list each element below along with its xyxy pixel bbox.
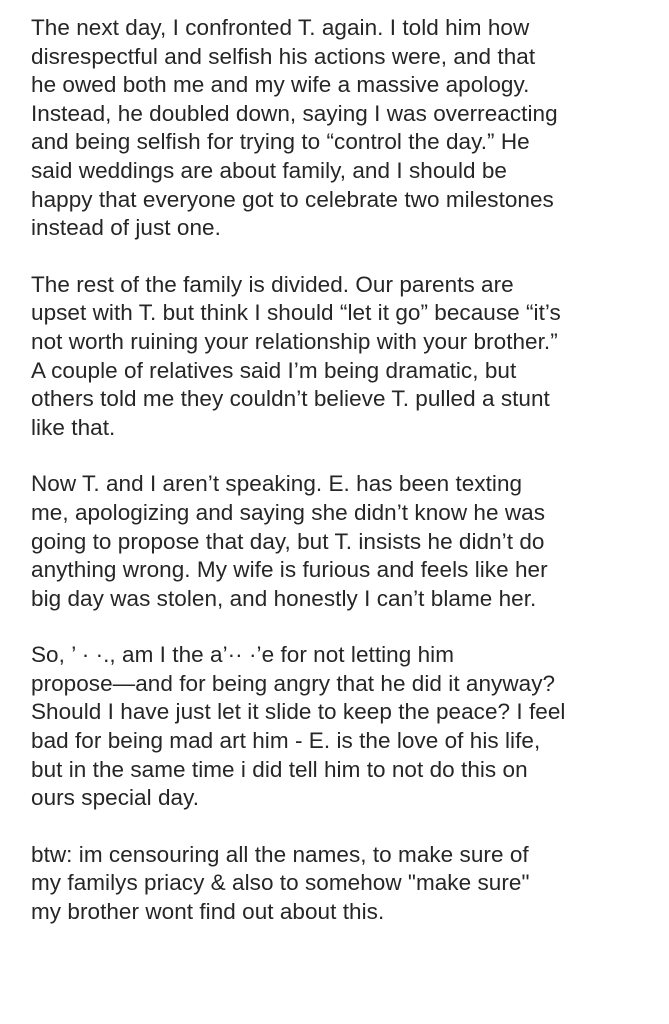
- text-line: Now T. and I aren’t speaking. E. has been texting: [31, 471, 523, 497]
- text-line: happy that everyone got to celebrate two milestones: [31, 186, 554, 212]
- text-line: he owed both me and my wife a massive apology.: [31, 72, 530, 98]
- text-line: others told me they couldn’t believe T. pulled a stunt: [31, 386, 550, 412]
- paragraph-spacer: [31, 813, 647, 841]
- text-line: but in the same time i did tell him to not do this on: [31, 756, 528, 782]
- text-line: Should I have just let it slide to keep the peace? I feel: [31, 699, 566, 725]
- redacted-question-line: So, ’ · ·., am I the a’·· ·’e for not letting him: [31, 642, 455, 668]
- paragraph-current-situation: [31, 470, 647, 613]
- text-line: propose—and for being angry that he did it anyway?: [31, 670, 556, 696]
- text-line: bad for being mad art him - E. is the love of his life,: [31, 728, 541, 754]
- text-line: upset with T. but think I should “let it go” because “it’s: [31, 300, 561, 326]
- text-line: said weddings are about family, and I should be: [31, 157, 507, 183]
- paragraph-footnote: [31, 841, 647, 927]
- text-line: btw: im censouring all the names, to make sure of: [31, 841, 529, 867]
- text-line: Instead, he doubled down, saying I was overreacting: [31, 100, 558, 126]
- text-line: instead of just one.: [31, 215, 221, 241]
- text-line: my familys priacy & also to somehow "make sure": [31, 870, 530, 896]
- text-line: disrespectful and selfish his actions were, and that: [31, 43, 536, 69]
- paragraph-family-reaction: [31, 271, 647, 443]
- paragraph-question: [31, 641, 647, 813]
- paragraph-spacer: [31, 442, 647, 470]
- paragraph-confrontation: [31, 14, 647, 243]
- text-line: my brother wont find out about this.: [31, 899, 385, 925]
- text-line: me, apologizing and saying she didn’t know he was: [31, 499, 546, 525]
- text-line: and being selfish for trying to “control the day.” He: [31, 129, 530, 155]
- text-line: anything wrong. My wife is furious and feels like her: [31, 557, 548, 583]
- text-line: not worth ruining your relationship with your brother.”: [31, 328, 558, 354]
- text-line: The next day, I confronted T. again. I told him how: [31, 15, 530, 40]
- text-line: A couple of relatives said I’m being dramatic, but: [31, 357, 517, 383]
- paragraph-spacer: [31, 613, 647, 641]
- text-line: ours special day.: [31, 785, 200, 811]
- text-line: The rest of the family is divided. Our parents are: [31, 271, 514, 297]
- text-line: going to propose that day, but T. insists he didn’t do: [31, 528, 545, 554]
- text-line: big day was stolen, and honestly I can’t blame her.: [31, 585, 537, 611]
- text-line: like that.: [31, 414, 116, 440]
- paragraph-spacer: [31, 243, 647, 271]
